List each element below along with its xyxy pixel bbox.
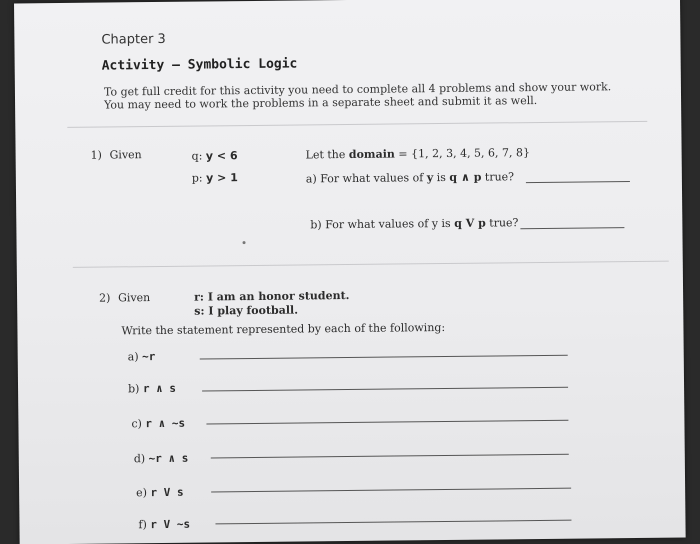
r-statement: r: I am an honor student.: [194, 288, 350, 304]
item-e: [136, 486, 184, 499]
item-f-letter: f): [138, 518, 147, 532]
question-1a-suffix: true?: [484, 170, 515, 184]
section-divider: [73, 261, 669, 268]
item-a: [128, 350, 156, 363]
activity-title: Activity – Symbolic Logic: [101, 56, 298, 74]
item-c: [131, 417, 185, 431]
item-d-expression: ~r ∧ s: [148, 451, 189, 466]
answer-blank-e[interactable]: [211, 488, 571, 493]
item-b-letter: b): [127, 382, 140, 396]
item-b: [128, 382, 176, 396]
answer-blank-d[interactable]: [211, 454, 569, 459]
item-e-expression: r V s: [150, 485, 184, 500]
item-d: [134, 452, 189, 466]
q-definition: [192, 149, 238, 162]
question-1a-prefix: a) For what values of: [305, 171, 424, 186]
question-1a-expression: q ∧ p: [449, 170, 482, 184]
chapter-heading: Chapter 3: [101, 31, 166, 48]
question-1a-is: is: [436, 170, 446, 185]
question-1a-var: y: [426, 171, 434, 185]
problem2-prompt: Write the statement represented by each of the following:: [121, 320, 446, 338]
question-1b-prefix: b) For what values of y is: [310, 216, 451, 232]
item-c-expression: r ∧ ~s: [145, 416, 186, 431]
question-1a: [306, 170, 514, 185]
s-statement: s: I play football.: [194, 303, 299, 318]
problem1-number: 1): [90, 148, 102, 162]
answer-blank-1b[interactable]: [520, 227, 624, 229]
domain-prefix: Let the: [305, 148, 346, 162]
answer-blank-f[interactable]: [215, 520, 571, 525]
item-b-expression: r ∧ s: [142, 381, 177, 396]
domain-word: domain: [348, 147, 395, 161]
ink-mark: [243, 241, 246, 244]
item-f: [138, 518, 190, 532]
worksheet-page: [14, 0, 686, 544]
p-definition: [192, 171, 238, 184]
item-f-expression: r V ~s: [150, 517, 191, 532]
p-label: p:: [191, 171, 203, 185]
question-1b-expression: q V p: [454, 216, 486, 230]
domain-statement: [306, 146, 531, 161]
question-1b: [310, 216, 518, 231]
answer-blank-c[interactable]: [206, 420, 568, 425]
item-c-letter: c): [131, 417, 142, 431]
item-a-expression: ~r: [142, 350, 156, 364]
problem1-given: Given: [109, 148, 142, 162]
problem2-given: Given: [118, 291, 151, 305]
item-a-letter: a): [127, 350, 139, 364]
item-e-letter: e): [136, 486, 148, 500]
instructions: To get full credit for this activity you need to complete all 4 problems and show your work. You may need to work the problems in a separate sheet and submit it as well.: [103, 80, 612, 112]
p-expression: y > 1: [206, 171, 238, 185]
q-expression: y < 6: [205, 149, 238, 163]
answer-blank-a[interactable]: [200, 355, 568, 360]
item-d-letter: d): [133, 452, 146, 466]
q-label: q:: [191, 149, 203, 163]
answer-blank-b[interactable]: [202, 387, 568, 392]
problem2-number: 2): [99, 291, 111, 305]
domain-set: = {1, 2, 3, 4, 5, 6, 7, 8}: [398, 146, 531, 161]
question-1b-suffix: true?: [489, 216, 519, 230]
answer-blank-1a[interactable]: [526, 181, 630, 183]
section-divider: [67, 121, 647, 128]
